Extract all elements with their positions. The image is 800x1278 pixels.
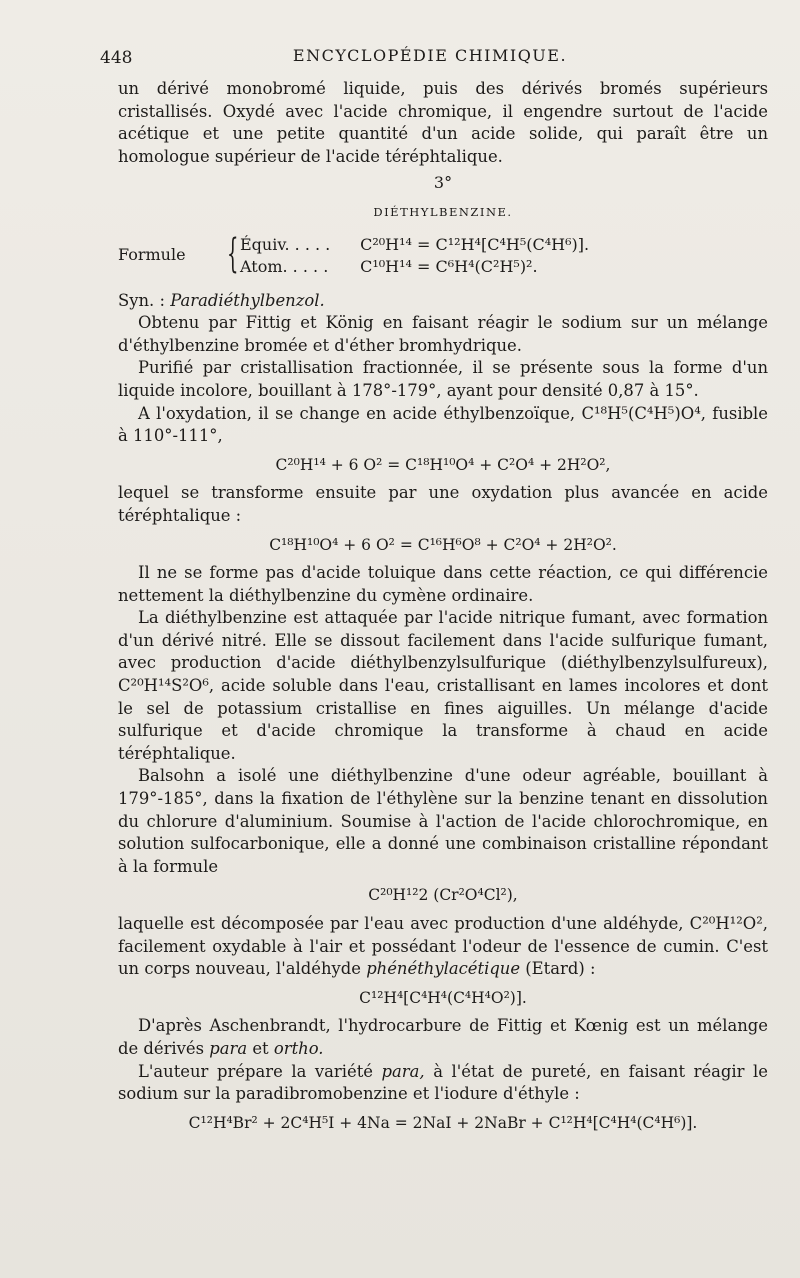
auteur-text-a: L'auteur prépare la variété — [138, 1061, 382, 1081]
paragraph-auteur — [118, 1061, 768, 1106]
page-header — [100, 44, 760, 74]
equation-5: C¹²H⁴Br² + 2C⁴H⁵I + 4Na = 2NaI + 2NaBr + C¹²H⁴[C⁴H⁴(C⁴H⁶)]. — [188, 1113, 698, 1132]
equation-2: C¹⁸H¹⁰O⁴ + 6 O² = C¹⁶H⁶O⁸ + C²O⁴ + 2H²O². — [269, 535, 617, 554]
formula-equiv-row — [240, 234, 589, 257]
paragraph-forme: Il ne se forme pas d'acide toluique dans cette réaction, ce qui différencie nettement la diéthylbenzine du cymène ordinaire. — [118, 563, 768, 605]
formula-label: Formule — [118, 244, 186, 264]
paragraph-aschenbrandt — [118, 1015, 768, 1060]
aschen-mid: et — [247, 1038, 274, 1058]
equation-4: C¹²H⁴[C⁴H⁴(C⁴H⁴O²)]. — [359, 988, 527, 1007]
paragraph-laquelle — [118, 913, 768, 981]
aschen-text-a: D'après Aschenbrandt, l'hydrocarbure de Fittig et Kœnig est un mélange de dérivés — [118, 1016, 768, 1058]
formula-block — [118, 232, 768, 282]
paragraph-obtenu: Obtenu par Fittig et König en faisant réagir le sodium sur un mélange d'éthylbenzine bromée et d'éther bromhydrique. — [118, 313, 768, 355]
section-title: DIÉTHYLBENZINE. — [373, 204, 513, 219]
formula-atom-label: Atom. . . . . — [240, 256, 329, 276]
paragraph-oxydation: A l'oxydation, il se change en acide éthylbenzoïque, C¹⁸H⁵(C⁴H⁵)O⁴, fusible à 110°-111°, — [118, 403, 768, 446]
formula-atom-value: C¹⁰H¹⁴ = C⁶H⁴(C²H⁵)². — [360, 256, 538, 276]
brace-icon: { — [226, 230, 239, 277]
auteur-para: para, — [381, 1061, 425, 1081]
page-body — [118, 78, 768, 1140]
paragraph-lequel: lequel se transforme ensuite par une oxydation plus avancée en acide téréphtalique : — [118, 483, 768, 525]
intro-paragraph: un dérivé monobromé liquide, puis des dérivés bromés supérieurs cristallisés. Oxydé avec l'acide chromique, il engendre surtout de l'acide acétique et une petite quantité d'un acide solide, qui paraît être un homologue supérieur de l'acide téréphtalique. — [118, 79, 768, 166]
equation-1: C²⁰H¹⁴ + 6 O² = C¹⁸H¹⁰O⁴ + C²O⁴ + 2H²O², — [275, 455, 611, 474]
equation-3: C²⁰H¹²2 (Cr²O⁴Cl²), — [368, 886, 518, 905]
laquelle-text-a: laquelle est décomposée par l'eau avec production d'une aldéhyde, C²⁰H¹²O², facilement oxydable à l'air et possédant l'odeur de l'essence de cumin. C'est un corps nouveau, l'aldéhyde — [118, 914, 768, 979]
synonym-name: Paradiéthylbenzol. — [170, 290, 325, 310]
paragraph-purifie: Purifié par cristallisation fractionnée, il se présente sous la forme d'un liquide incolore, bouillant à 178°-179°, ayant pour densité 0,87 à 15°. — [118, 358, 768, 400]
laquelle-compound-name: phénéthylacétique — [366, 959, 521, 979]
laquelle-text-b: (Etard) : — [520, 959, 596, 979]
formula-atom-row — [240, 256, 538, 279]
synonym-line — [118, 290, 768, 313]
auteur-text-b: à l'état de pureté, en faisant réagir le sodium sur la paradibromobenzine et l'iodure d'éthyle : — [118, 1061, 768, 1104]
section-number: 3° — [433, 173, 453, 193]
formula-equiv-value: C²⁰H¹⁴ = C¹²H⁴[C⁴H⁵(C⁴H⁶)]. — [360, 234, 590, 254]
synonym-prefix: Syn. : — [118, 290, 171, 310]
page-number: 448 — [100, 48, 133, 68]
formula-equiv-label: Équiv. . . . . — [240, 234, 331, 254]
aschen-ortho: ortho. — [273, 1038, 324, 1058]
running-title: ENCYCLOPÉDIE CHIMIQUE. — [292, 46, 568, 65]
paragraph-attaquee: La diéthylbenzine est attaquée par l'acide nitrique fumant, avec formation d'un dérivé nitré. Elle se dissout facilement dans l'acide sulfurique fumant, avec production d'acide diéthylbenzylsulfurique (diéthylbenzylsulfureux), C²⁰H¹⁴S²O⁶, acide soluble dans l'eau, cristallisant en lames incolores et dont le sel de potassium cristallise en fines aiguilles. Un mélange d'acide sulfurique et d'acide chromique la transforme à chaud en acide téréphtalique. — [118, 608, 768, 763]
paragraph-balsohn: Balsohn a isolé une diéthylbenzine d'une odeur agréable, bouillant à 179°-185°, dans la fixation de l'éthylène sur la benzine tenant en dissolution du chlorure d'aluminium. Soumise à l'action de l'acide chlorochromique, en solution sulfocarbonique, elle a donné une combinaison cristalline répondant à la formule — [118, 766, 768, 876]
aschen-para: para — [209, 1038, 248, 1058]
